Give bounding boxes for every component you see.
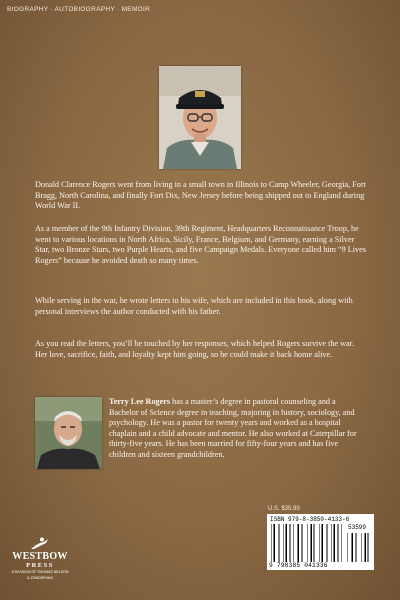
barcode-bar <box>311 524 313 562</box>
author-bio-text: has a master’s degree in pastoral counseling and a Bachelor of Science degree in teaching, majoring in history, sociology, and psychology. He was a pastor for twenty years and worked as a hospital chaplain and a child advocate and mentor. He also worked at Caterpillar for thirty-five years. He has been married for fifty-four years and has five children and sixteen grandchildren. <box>109 397 357 459</box>
publisher-figure-icon <box>29 537 51 550</box>
barcode-bar <box>356 533 357 562</box>
barcode-bar <box>365 533 367 562</box>
supplement-barcode-bars <box>347 533 371 562</box>
barcode-bar <box>322 524 324 562</box>
genre-line: BIOGRAPHY · AUTOBIOGRAPHY · MEMOIR <box>7 6 151 13</box>
barcode-bar <box>298 524 300 562</box>
barcode-bar <box>293 524 294 562</box>
author-name: Terry Lee Rogers <box>109 397 171 406</box>
author-bio <box>109 397 367 461</box>
blurb-paragraph-2: As a member of the 9th Infantry Division, 39th Regiment, Headquarters Reconnaissance Troop, he went to various locations in North Africa, Sicily, France, Belgium, and Germany, earning a Silver Star, two Bronze Stars, two Purple Hearts, and five Campaign Medals. Everyone called him “9 Lives Rogers” because he avoided death so many times. <box>35 224 366 265</box>
publisher-press: PRESS <box>26 562 54 569</box>
barcode-bar <box>347 533 348 562</box>
barcode-bar <box>286 524 288 562</box>
barcode-bar <box>274 524 276 562</box>
barcode-bar <box>307 524 308 562</box>
publisher-name: WESTBOW <box>12 551 68 562</box>
barcode-bar <box>338 524 339 562</box>
author-photo <box>35 397 102 469</box>
barcode-bar <box>361 533 362 562</box>
barcode-bar <box>279 524 280 562</box>
isbn-barcode <box>267 514 374 570</box>
veteran-portrait-illustration <box>159 66 241 169</box>
blurb-paragraph-1: Donald Clarence Rogers went from living in a small town in Illinois to Camp Wheeler, Georgia, Fort Bragg, North Carolina, and finally Fort Dix, New Jersey before being shipped out to England during World War II. <box>35 180 366 211</box>
barcode-bar <box>331 524 332 562</box>
barcode-supplement-number: 53599 <box>348 524 367 531</box>
blurb-paragraph-3: While serving in the war, he wrote letters to his wife, which are included in this book, along with personal interviews the author conducted with his father. <box>35 296 353 316</box>
barcode-bar <box>368 533 369 562</box>
barcode-bars <box>271 524 343 562</box>
barcode-bar <box>271 524 272 562</box>
ean-number: 9 798385 041336 <box>269 562 328 569</box>
barcode-bar <box>319 524 320 562</box>
barcode-bar <box>341 524 342 562</box>
barcode-bar <box>334 524 336 562</box>
barcode-bar <box>290 524 291 562</box>
author-portrait-illustration <box>35 397 102 469</box>
publisher-tagline-2: & ZONDERVAN <box>27 575 53 580</box>
barcode-bar <box>314 524 315 562</box>
publisher-logo <box>8 537 72 580</box>
barcode-bar <box>302 524 303 562</box>
barcode-bar <box>352 533 354 562</box>
blurb-paragraph-4: As you read the letters, you’ll be touched by her responses, which helped Rogers survive the war. Her love, sacrifice, faith, and loyalty kept him going, so he could make it back home alive. <box>35 339 354 359</box>
price-label: U.S. $35.99 <box>268 506 300 512</box>
subject-portrait-photo <box>159 66 241 169</box>
barcode-bar <box>283 524 284 562</box>
publisher-tagline-1: A DIVISION OF THOMAS NELSON <box>11 570 69 574</box>
isbn-label: ISBN 979-8-3850-4133-6 <box>270 516 350 523</box>
barcode-bar <box>327 524 328 562</box>
